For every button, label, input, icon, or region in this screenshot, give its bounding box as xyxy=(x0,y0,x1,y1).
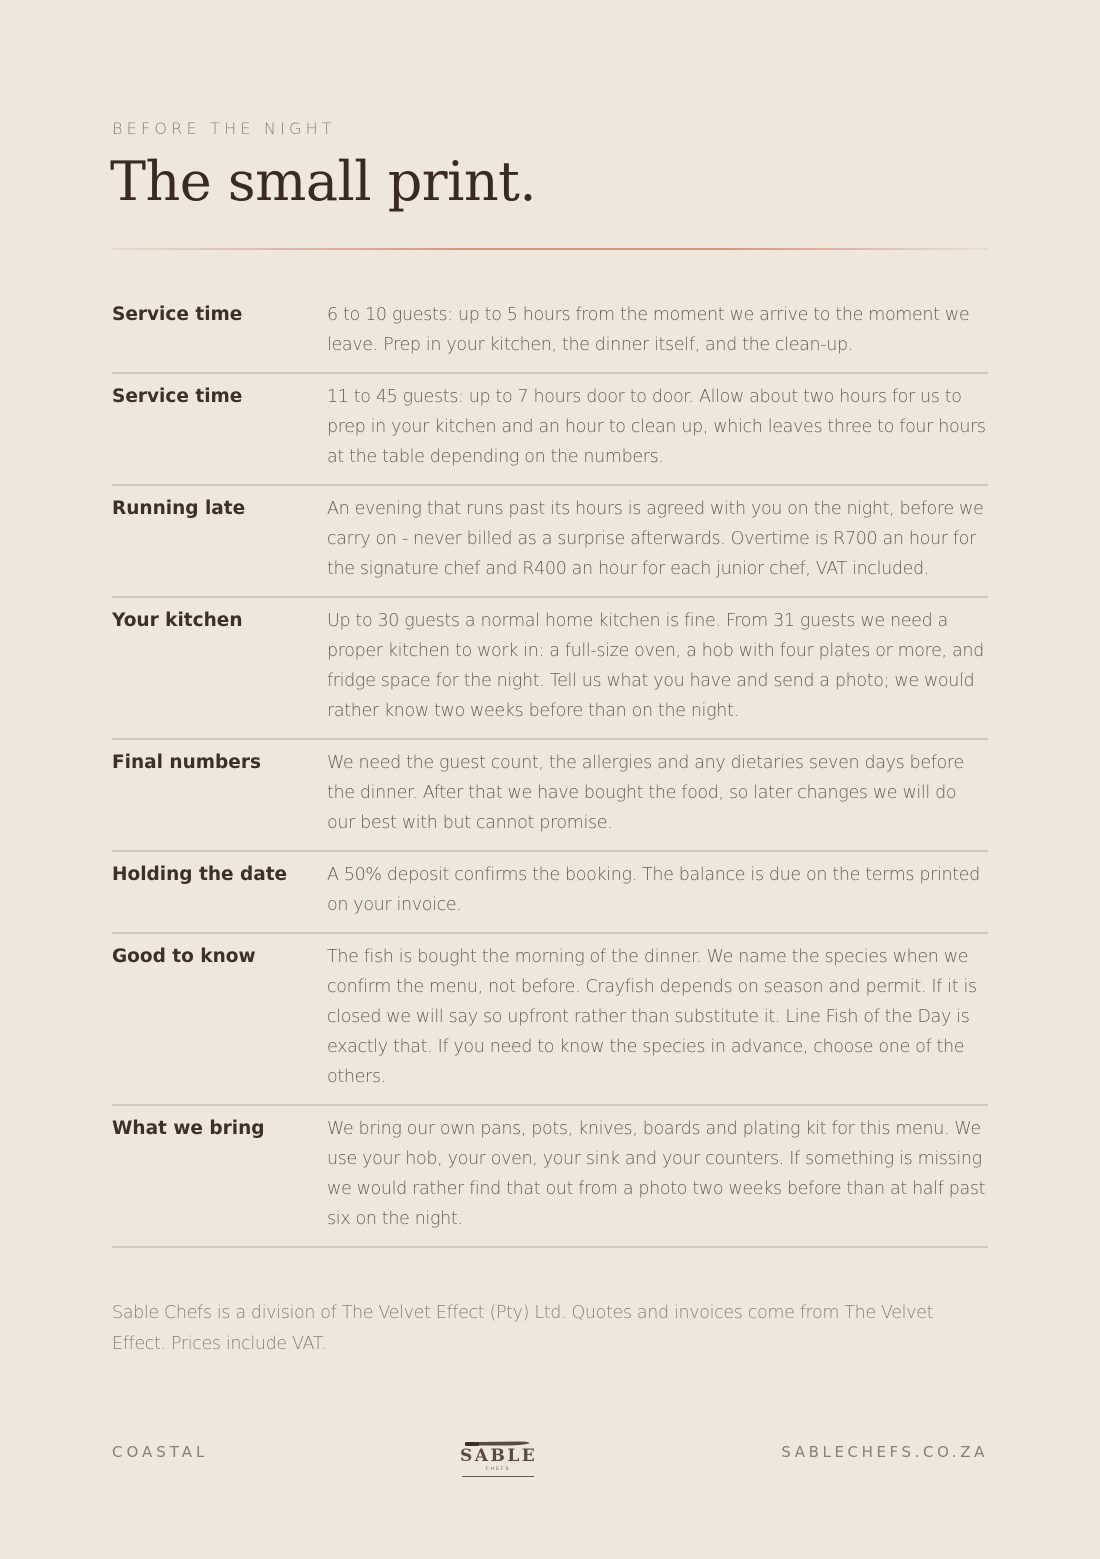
terms-row-text: The fish is bought the morning of the dinner. We name the species when we confirm the menu, not before. Crayfish depends on season and permit. If it is closed we will say so upfront rather than substitute it. Line Fish of the Day is exactly that. If you need to know the species in advance, choose one of the others. xyxy=(327,947,977,1087)
terms-row xyxy=(112,852,988,934)
terms-row xyxy=(112,740,988,852)
company-footnote: Sable Chefs is a division of The Velvet Effect (Pty) Ltd. Quotes and invoices come from The Velvet Effect. Prices include VAT. xyxy=(112,1303,934,1354)
terms-row-text: We need the guest count, the allergies and any dietaries seven days before the dinner. After that we have bought the food, so later changes we will do our best with but cannot promise. xyxy=(327,753,964,833)
terms-row-text: We bring our own pans, pots, knives, boards and plating kit for this menu. We use your hob, your oven, your sink and your counters. If something is missing we would rather find that out from a photo two weeks before than at half past six on the night. xyxy=(327,1119,986,1229)
accent-divider xyxy=(112,248,988,250)
terms-row-text: Up to 30 guests a normal home kitchen is fine. From 31 guests we need a proper kitchen to work in: a full-size oven, a hob with four plates or more, and fridge space for the night. Tell us what you have and send a photo; we would rather know two weeks before than on the night. xyxy=(327,611,984,721)
footer-region-label: COASTAL xyxy=(112,1443,209,1461)
terms-row xyxy=(112,374,988,486)
terms-row-label: Running late xyxy=(112,498,246,519)
page-title: The small print. xyxy=(110,150,537,213)
terms-row-text: 11 to 45 guests: up to 7 hours door to door. Allow about two hours for us to prep in your kitchen and an hour to clean up, which leaves three to four hours at the table depending on the numbers. xyxy=(327,387,986,467)
logo-underline xyxy=(462,1476,534,1477)
terms-row-label: What we bring xyxy=(112,1118,265,1139)
terms-row xyxy=(112,934,988,1106)
terms-row-text: An evening that runs past its hours is agreed with you on the night, before we carry on - never billed as a surprise afterwards. Overtime is R700 an hour for the signature chef and R400 an hour for each junior chef, VAT included. xyxy=(327,499,984,579)
terms-row-label: Final numbers xyxy=(112,752,261,773)
page xyxy=(112,0,988,1559)
terms-row xyxy=(112,486,988,598)
terms-list xyxy=(112,292,988,1248)
logo-subtext: CHEFS xyxy=(485,1467,511,1472)
sable-logo xyxy=(460,1438,536,1482)
footer-website: SABLECHEFS.CO.ZA xyxy=(781,1443,988,1461)
terms-row xyxy=(112,292,988,374)
terms-row-label: Service time xyxy=(112,304,243,325)
terms-row xyxy=(112,598,988,740)
terms-row-text: A 50% deposit confirms the booking. The balance is due on the terms printed on your invoice. xyxy=(327,865,980,915)
terms-row xyxy=(112,1106,988,1248)
terms-row-label: Your kitchen xyxy=(112,610,243,631)
section-eyebrow: BEFORE THE NIGHT xyxy=(112,119,336,138)
terms-row-label: Good to know xyxy=(112,946,256,967)
terms-row-label: Service time xyxy=(112,386,243,407)
logo-wordmark: SABLE xyxy=(460,1446,538,1466)
terms-row-text: 6 to 10 guests: up to 5 hours from the moment we arrive to the moment we leave. Prep in your kitchen, the dinner itself, and the clean-up. xyxy=(327,305,970,355)
terms-row-label: Holding the date xyxy=(112,864,288,885)
